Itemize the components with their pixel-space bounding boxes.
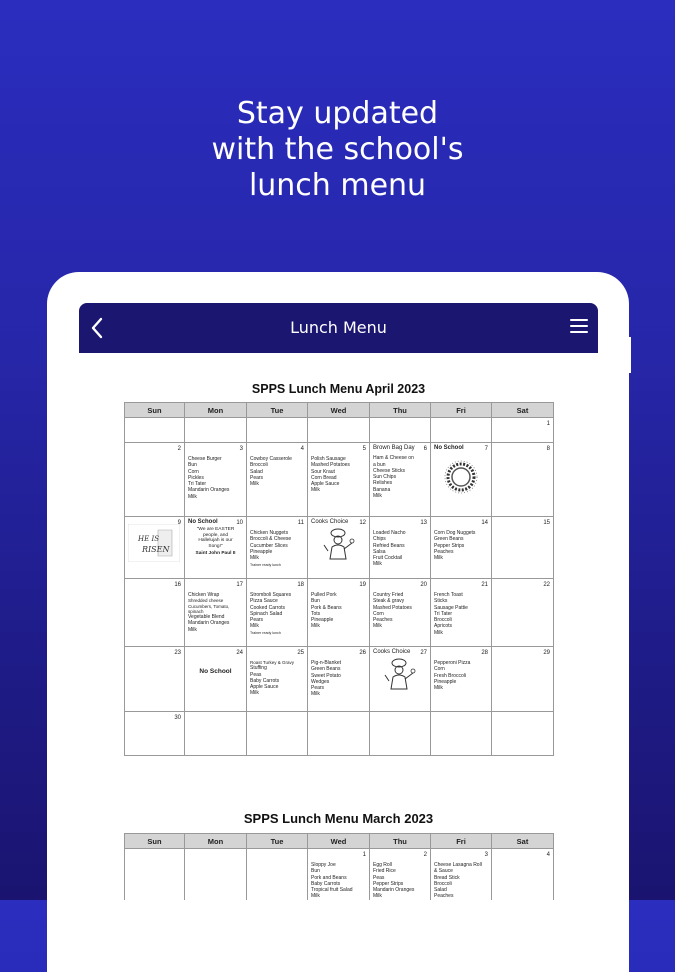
menu-items bbox=[373, 592, 427, 630]
app-bar bbox=[79, 303, 598, 353]
menu-item: Peaches bbox=[434, 893, 454, 900]
menu-item: Milk bbox=[373, 561, 382, 568]
page-title: Lunch Menu bbox=[290, 318, 387, 337]
menu-item: Pulled Pork bbox=[311, 592, 337, 598]
headline-line-1: Stay updated bbox=[236, 96, 439, 131]
menu-item: Bun bbox=[311, 868, 320, 875]
menu-item: Stuffing bbox=[250, 665, 267, 672]
day-number: 16 bbox=[174, 582, 181, 588]
menu-item: Cheese Lasagna Roll bbox=[434, 862, 482, 868]
day-number: 15 bbox=[543, 520, 550, 526]
crown-of-thorns-icon bbox=[441, 457, 481, 497]
day-number: 4 bbox=[300, 446, 304, 452]
calendar-cell bbox=[370, 849, 431, 901]
calendar-cell bbox=[431, 849, 492, 901]
menu-item: Vegetable Blend bbox=[188, 614, 225, 621]
calendar-cell bbox=[370, 712, 431, 756]
calendar-cell bbox=[308, 517, 370, 579]
menu-item: Milk bbox=[373, 893, 382, 900]
day-header-thu: Thu bbox=[370, 834, 431, 849]
calendar-cell bbox=[125, 579, 185, 647]
calendar-cell bbox=[431, 647, 492, 712]
menu-item: Tri Tater bbox=[188, 481, 207, 488]
calendar-cell bbox=[308, 647, 370, 712]
calendar-cell bbox=[185, 443, 247, 517]
calendar-cell bbox=[431, 418, 492, 443]
menu-item: Pickles bbox=[188, 474, 204, 481]
day-header-tue: Tue bbox=[247, 834, 308, 849]
quote-line: Song!" bbox=[208, 544, 223, 550]
menu-item: Green Beans bbox=[434, 536, 464, 543]
menu-item: Cucumbers, Tomato, bbox=[188, 603, 230, 609]
menu-item: Corn bbox=[373, 610, 384, 617]
day-number: 18 bbox=[297, 582, 304, 588]
menu-item: Corn Bread bbox=[311, 474, 337, 481]
calendar-cell bbox=[185, 712, 247, 756]
headline-line-2: with the school's bbox=[211, 132, 464, 167]
calendar-cell bbox=[247, 849, 308, 901]
day-header-fri: Fri bbox=[431, 403, 492, 418]
menu-item: Egg Roll bbox=[373, 862, 392, 868]
menu-item: Milk bbox=[250, 623, 259, 630]
day-header-mon: Mon bbox=[185, 403, 247, 418]
menu-item: Mandarin Oranges bbox=[373, 887, 415, 894]
menu-note: Trainer ready lunch bbox=[250, 563, 281, 568]
menu-item: Apricots bbox=[434, 623, 453, 630]
day-number: 28 bbox=[481, 650, 488, 656]
menu-items bbox=[311, 862, 366, 900]
calendar-cell bbox=[431, 579, 492, 647]
calendar-cell bbox=[308, 712, 370, 756]
menu-item: Pepper Strips bbox=[434, 542, 465, 549]
calendar-cell bbox=[370, 517, 431, 579]
menu-item: Refried Beans bbox=[373, 542, 405, 549]
day-header-sat: Sat bbox=[492, 403, 554, 418]
menu-item: Wedges bbox=[311, 678, 330, 685]
calendar-cell bbox=[492, 712, 554, 756]
calendar-cell bbox=[370, 647, 431, 712]
chef-icon bbox=[322, 527, 356, 563]
menu-item: Peas bbox=[373, 874, 385, 881]
menu-items bbox=[373, 862, 427, 900]
menu-items bbox=[311, 592, 366, 630]
tablet-side-button bbox=[547, 272, 597, 276]
calendar-cell bbox=[370, 579, 431, 647]
calendar-cell bbox=[492, 443, 554, 517]
calendar-cell bbox=[247, 579, 308, 647]
calendar-cell bbox=[308, 418, 370, 443]
day-number: 6 bbox=[423, 446, 427, 452]
menu-item: Corn bbox=[188, 468, 199, 475]
day-number: 20 bbox=[420, 582, 427, 588]
menu-item: Stromboli Squares bbox=[250, 592, 292, 598]
day-number: 9 bbox=[177, 520, 181, 526]
march-calendar bbox=[124, 833, 554, 900]
day-number: 11 bbox=[297, 520, 304, 526]
menu-item: Chicken Wrap bbox=[188, 592, 220, 598]
day-number: 29 bbox=[543, 650, 550, 656]
quote-line: "We are EASTER bbox=[196, 527, 235, 533]
menu-item: Mandarin Oranges bbox=[188, 620, 230, 627]
he-is-risen-image bbox=[128, 524, 180, 562]
menu-items bbox=[373, 455, 427, 499]
calendar-cell bbox=[247, 712, 308, 756]
menu-item: Milk bbox=[188, 493, 197, 500]
menu-item: Mandarin Oranges bbox=[188, 487, 230, 494]
quote-line: people, and bbox=[202, 532, 229, 538]
menu-item: Cheese Burger bbox=[188, 456, 222, 462]
menu-item: Milk bbox=[250, 555, 259, 562]
menu-item: Milk bbox=[250, 481, 259, 488]
menu-item: Corn bbox=[434, 666, 445, 673]
calendar-cell bbox=[247, 517, 308, 579]
calendar-cell bbox=[308, 849, 370, 901]
no-school-label: No School bbox=[199, 668, 232, 675]
calendar-cell bbox=[125, 849, 185, 901]
menu-item: spinach bbox=[188, 608, 204, 614]
calendar-cell bbox=[370, 443, 431, 517]
menu-item: Cooked Carrots bbox=[250, 604, 286, 611]
menu-item: Bun bbox=[188, 462, 197, 469]
menu-item: Sun Chips bbox=[373, 474, 397, 481]
menu-item: Peaches bbox=[373, 617, 393, 624]
day-number: 17 bbox=[236, 582, 243, 588]
menu-item: Milk bbox=[311, 893, 320, 900]
calendar-cell bbox=[185, 418, 247, 443]
april-calendar bbox=[124, 402, 554, 756]
menu-item: Pepper Strips bbox=[373, 880, 404, 887]
calendar-cell bbox=[247, 647, 308, 712]
menu-item: Salad bbox=[250, 468, 263, 475]
menu-item: Broccoli & Cheese bbox=[250, 536, 292, 543]
menu-item: Baby Carrots bbox=[250, 677, 280, 684]
menu-note: Trainer ready lunch bbox=[250, 630, 281, 635]
menu-items bbox=[434, 530, 488, 561]
menu-items bbox=[434, 862, 488, 900]
day-number: 23 bbox=[174, 650, 181, 656]
day-number: 2 bbox=[423, 852, 427, 858]
day-number: 10 bbox=[236, 520, 243, 526]
menu-item: Tots bbox=[311, 610, 321, 617]
menu-items bbox=[311, 456, 366, 494]
menu-items bbox=[188, 592, 243, 633]
menu-item: Fresh Broccoli bbox=[434, 672, 466, 679]
day-number: 19 bbox=[359, 582, 366, 588]
menu-item: Broccoli bbox=[434, 617, 452, 624]
menu-item: Green Beans bbox=[311, 666, 341, 673]
menu-item: Milk bbox=[311, 487, 320, 494]
day-number: 3 bbox=[484, 852, 488, 858]
calendar-cell bbox=[492, 418, 554, 443]
menu-item: Pig-n-Blanket bbox=[311, 660, 342, 666]
menu-item: Tropical fruit Salad bbox=[311, 887, 353, 894]
day-number: 14 bbox=[481, 520, 488, 526]
menu-item: Relishes bbox=[373, 480, 393, 487]
day-number: 12 bbox=[359, 520, 366, 526]
menu-item: Cucumber Slices bbox=[250, 542, 288, 549]
march-menu-title: SPPS Lunch Menu March 2023 bbox=[243, 811, 434, 826]
menu-item: Sticks bbox=[434, 598, 448, 605]
menu-item: Fruit Cocktail bbox=[373, 555, 403, 562]
calendar-cell bbox=[185, 517, 247, 579]
calendar-cell bbox=[125, 443, 185, 517]
menu-item: Roast Turkey & Gravy bbox=[250, 660, 295, 665]
quote-attribution: Saint John Paul II bbox=[195, 550, 236, 556]
day-number: 30 bbox=[174, 715, 181, 721]
calendar-cell bbox=[492, 517, 554, 579]
menu-items bbox=[250, 660, 304, 697]
day-header-wed: Wed bbox=[308, 834, 370, 849]
headline-line-3: lunch menu bbox=[248, 168, 427, 203]
day-header-thu: Thu bbox=[370, 403, 431, 418]
menu-item: Polish Sausage bbox=[311, 456, 346, 462]
day-number: 2 bbox=[177, 446, 181, 452]
menu-items bbox=[434, 660, 488, 691]
menu-item: Corn Dog Nuggets bbox=[434, 530, 476, 536]
cell-header: Cooks Choice bbox=[373, 649, 411, 655]
menu-item: Banana bbox=[373, 486, 391, 493]
day-number: 25 bbox=[297, 650, 304, 656]
menu-item: Peas bbox=[250, 671, 262, 678]
day-number: 8 bbox=[546, 446, 550, 452]
menu-item: Ham & Cheese on bbox=[373, 455, 414, 462]
menu-item: Milk bbox=[373, 623, 382, 630]
calendar-cell bbox=[247, 443, 308, 517]
day-header-fri: Fri bbox=[431, 834, 492, 849]
menu-item: Milk bbox=[311, 623, 320, 630]
day-header-sun: Sun bbox=[125, 403, 185, 418]
menu-item: Pepperoni Pizza bbox=[434, 660, 471, 666]
back-button[interactable] bbox=[87, 315, 107, 341]
menu-item: Broccoli bbox=[434, 880, 452, 887]
menu-item: Country Fried bbox=[373, 592, 404, 598]
menu-item: Loaded Nacho bbox=[373, 530, 406, 536]
headline bbox=[0, 96, 675, 204]
calendar-cell bbox=[308, 579, 370, 647]
calendar-cell bbox=[370, 418, 431, 443]
day-header-tue: Tue bbox=[247, 403, 308, 418]
day-header-sun: Sun bbox=[125, 834, 185, 849]
day-number: 27 bbox=[420, 650, 427, 656]
menu-item: Mashed Potatoes bbox=[311, 462, 350, 469]
menu-items bbox=[311, 660, 366, 698]
menu-items bbox=[373, 530, 427, 568]
menu-item: Milk bbox=[434, 555, 443, 562]
calendar-cell bbox=[125, 712, 185, 756]
day-number: 21 bbox=[481, 582, 488, 588]
day-number: 7 bbox=[484, 446, 488, 452]
calendar-cell bbox=[308, 443, 370, 517]
menu-item: Fried Rice bbox=[373, 868, 396, 875]
day-number: 26 bbox=[359, 650, 366, 656]
menu-item: Milk bbox=[250, 690, 259, 697]
menu-item: Cowboy Casserole bbox=[250, 456, 292, 462]
calendar-cell bbox=[185, 647, 247, 712]
menu-item: Milk bbox=[434, 629, 443, 636]
day-number: 13 bbox=[420, 520, 427, 526]
menu-items bbox=[250, 456, 304, 487]
menu-item: Milk bbox=[311, 691, 320, 698]
menu-items bbox=[250, 530, 304, 567]
menu-content[interactable] bbox=[79, 353, 598, 900]
menu-item: Sour Kraut bbox=[311, 468, 335, 475]
menu-item: Salsa bbox=[373, 548, 386, 555]
he-is-risen-text: HE IS bbox=[138, 535, 159, 543]
day-number: 22 bbox=[543, 582, 550, 588]
menu-item: Milk bbox=[188, 626, 197, 633]
menu-item: Pork & Beans bbox=[311, 604, 342, 611]
calendar-cell bbox=[431, 712, 492, 756]
menu-item: Baby Carrots bbox=[311, 880, 341, 887]
menu-items bbox=[434, 592, 488, 636]
chevron-left-icon bbox=[87, 315, 107, 341]
menu-item: Chips bbox=[373, 536, 386, 543]
menu-item: Chicken Nuggets bbox=[250, 530, 289, 536]
menu-item: Sweet Potato bbox=[311, 672, 341, 679]
menu-item: Apple Sauce bbox=[250, 684, 279, 691]
day-number: 3 bbox=[239, 446, 243, 452]
cell-header: Cooks Choice bbox=[311, 519, 349, 525]
calendar-cell bbox=[492, 849, 554, 901]
menu-item: Pineapple bbox=[434, 678, 457, 685]
day-number: 24 bbox=[236, 650, 243, 656]
menu-items bbox=[188, 456, 243, 500]
menu-item: Broccoli bbox=[250, 462, 268, 469]
cell-header: No School bbox=[434, 445, 464, 451]
calendar-cell bbox=[431, 443, 492, 517]
menu-item: Peaches bbox=[434, 548, 454, 555]
day-header-wed: Wed bbox=[308, 403, 370, 418]
easter-quote bbox=[188, 527, 243, 556]
menu-item: Mashed Potatoes bbox=[373, 604, 412, 611]
menu-item: French Toast bbox=[434, 592, 463, 598]
day-header-sat: Sat bbox=[492, 834, 554, 849]
calendar-cell bbox=[492, 579, 554, 647]
quote-line: Hallelujah is our bbox=[198, 538, 233, 544]
menu-item: & Sauce bbox=[434, 868, 453, 875]
calendar-cell bbox=[185, 849, 247, 901]
tablet-volume-button bbox=[627, 337, 631, 373]
cell-header: Brown Bag Day bbox=[373, 445, 415, 451]
menu-item: Salad bbox=[434, 887, 447, 894]
calendar-cell bbox=[185, 579, 247, 647]
menu-item: Bread Stick bbox=[434, 874, 460, 881]
menu-item: Shredded cheese bbox=[188, 598, 224, 604]
menu-item: Pork and Beans bbox=[311, 874, 347, 881]
menu-item: Sloppy Joe bbox=[311, 862, 336, 868]
menu-item: Pineapple bbox=[250, 548, 273, 555]
menu-item: Milk bbox=[434, 685, 443, 692]
calendar-cell bbox=[492, 647, 554, 712]
menu-item: Cheese Sticks bbox=[373, 467, 405, 474]
menu-item: Apple Sauce bbox=[311, 481, 340, 488]
day-number: 1 bbox=[362, 852, 366, 858]
day-header-mon: Mon bbox=[185, 834, 247, 849]
menu-item: Steak & gravy bbox=[373, 598, 405, 605]
menu-item: Pears bbox=[250, 474, 264, 481]
menu-item: Tri Tater bbox=[434, 610, 453, 617]
menu-item: Pears bbox=[311, 685, 325, 692]
day-number: 1 bbox=[546, 421, 550, 427]
menu-item: Milk bbox=[373, 493, 382, 500]
menu-item: Pineapple bbox=[311, 617, 334, 624]
chef-icon bbox=[383, 657, 417, 693]
calendar-cell bbox=[125, 647, 185, 712]
cell-header: No School bbox=[188, 519, 218, 525]
menu-item: Sausage Pattie bbox=[434, 604, 468, 611]
menu-item: a bun bbox=[373, 461, 386, 468]
day-number: 5 bbox=[362, 446, 366, 452]
calendar-cell bbox=[125, 418, 185, 443]
calendar-cell bbox=[431, 517, 492, 579]
menu-item: Bun bbox=[311, 598, 320, 605]
day-number: 4 bbox=[546, 852, 550, 858]
calendar-cell bbox=[125, 517, 185, 579]
svg-text:RISEN: RISEN bbox=[142, 545, 170, 554]
menu-item: Pears bbox=[250, 617, 264, 624]
calendar-cell bbox=[247, 418, 308, 443]
menu-item: Spinach Salad bbox=[250, 610, 283, 617]
menu-items bbox=[250, 592, 304, 635]
hamburger-menu-icon[interactable] bbox=[570, 319, 588, 335]
april-menu-title: SPPS Lunch Menu April 2023 bbox=[251, 382, 426, 396]
menu-item: Pizza Sauce bbox=[250, 598, 278, 605]
